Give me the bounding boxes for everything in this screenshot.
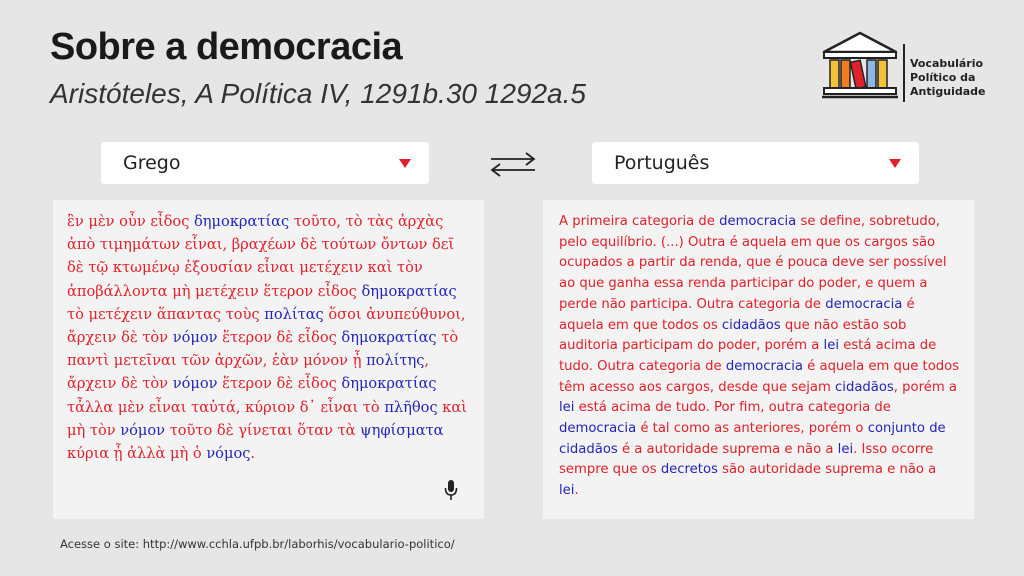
text-segment: . Isso ocorre sempre que os bbox=[559, 441, 934, 478]
keyword-term: lei bbox=[559, 483, 575, 499]
text-segment: τοῦτο δὲ γίνεται ὅταν τὰ bbox=[165, 421, 361, 439]
caret-down-icon bbox=[889, 159, 901, 168]
text-segment: τοῦτο, τὸ τὰς ἀρχὰς ἀπὸ τιμημάτων εἶναι, βραχέων δὲ τούτων ὄντων δεῖ δὲ τῷ κτωμένῳ ἐξουσίαν εἶναι μετέχειν καὶ τὸν ἀποβάλλοντα μὴ μετέχειν ἕτερον εἶδος bbox=[67, 213, 455, 300]
keyword-term: δημοκρατίας bbox=[341, 375, 437, 393]
logo-text bbox=[910, 57, 985, 99]
keyword-term: democracia bbox=[825, 296, 903, 312]
target-language-value: Português bbox=[614, 152, 710, 174]
caret-down-icon bbox=[399, 159, 411, 168]
keyword-term: πολίτας bbox=[264, 305, 324, 323]
keyword-term: lei bbox=[559, 400, 575, 416]
text-segment: , porém a bbox=[893, 379, 957, 395]
keyword-term: cidadãos bbox=[721, 317, 781, 333]
keyword-term: νόμον bbox=[172, 375, 218, 393]
swap-languages-icon[interactable] bbox=[487, 150, 539, 178]
text-segment: , ἄρχειν δὲ τὸν bbox=[67, 352, 430, 393]
text-segment: κύρια ᾖ ἀλλὰ μὴ ὁ bbox=[67, 445, 207, 463]
source-language-select[interactable] bbox=[101, 142, 429, 184]
keyword-term: πολίτης bbox=[366, 352, 425, 370]
text-segment: τἆλλα μὲν εἶναι ταὐτά, κύριον δ᾽ εἶναι τὸ bbox=[67, 398, 385, 416]
keyword-term: conjunto de cidadãos bbox=[559, 421, 946, 457]
source-text bbox=[67, 210, 470, 465]
text-segment: é a autoridade suprema e não a bbox=[617, 441, 838, 457]
text-segment: ἒν μὲν οὖν εἶδος bbox=[67, 213, 195, 230]
keyword-term: democracia bbox=[719, 214, 797, 229]
text-segment: ἕτερον δὲ εἶδος bbox=[217, 329, 342, 347]
translation-text-panel bbox=[543, 200, 974, 519]
source-language-value: Grego bbox=[123, 152, 181, 174]
keyword-term: νόμον bbox=[172, 329, 218, 347]
logo-line-1: Vocabulário bbox=[910, 57, 984, 70]
text-segment: τὸ μετέχειν ἅπαντας τοὺς bbox=[67, 305, 265, 323]
keyword-term: decretos bbox=[660, 462, 718, 478]
keyword-term: cidadãos bbox=[835, 379, 894, 395]
keyword-term: δημοκρατίας bbox=[194, 213, 290, 230]
logo-divider bbox=[903, 44, 905, 102]
keyword-term: democracia bbox=[559, 421, 637, 437]
text-segment: τὸ παντὶ μετεῖναι τῶν ἀρχῶν, ἐὰν μόνον ᾖ bbox=[67, 329, 459, 370]
microphone-icon[interactable] bbox=[444, 479, 458, 501]
text-segment: se define, sobretudo, pelo equilíbrio. (...) Outra é aquela em que os cargos são ocupados a partir da renda, que é pouca deve ser possível ao que ganha essa renda participar do poder, e quem a perde não participa. Outra categoria de bbox=[559, 214, 947, 312]
keyword-term: democracia bbox=[725, 358, 803, 374]
text-segment: está acima de tudo. Outra categoria de bbox=[559, 338, 937, 374]
text-segment: καὶ μὴ τὸν bbox=[67, 398, 467, 439]
classical-building-books-icon bbox=[820, 30, 900, 100]
logo bbox=[820, 30, 990, 105]
logo-line-3: Antiguidade bbox=[910, 85, 986, 98]
keyword-term: lei bbox=[823, 338, 839, 354]
text-segment: ἕτερον δὲ εἶδος bbox=[217, 375, 342, 393]
keyword-term: νόμον bbox=[120, 421, 166, 439]
keyword-term: δημοκρατίας bbox=[361, 282, 457, 300]
footer-link-text: Acesse o site: http://www.cchla.ufpb.br/laborhis/vocabulario-politico/ bbox=[60, 537, 455, 551]
translation-text bbox=[559, 212, 960, 502]
page-subtitle: Aristóteles, A Política IV, 1291b.30 1292a.5 bbox=[50, 78, 586, 109]
text-segment: é aquela em que todos têm acesso aos cargos, desde que sejam bbox=[559, 358, 960, 395]
keyword-term: πλῆθος bbox=[384, 398, 438, 416]
keyword-term: ψηφίσματα bbox=[360, 421, 444, 439]
text-segment: que não estão sob auditoria participam do poder, porém a bbox=[559, 317, 907, 354]
text-segment: é aquela em que todos os bbox=[559, 296, 915, 333]
source-text-panel[interactable] bbox=[53, 200, 484, 519]
target-language-select[interactable] bbox=[592, 142, 919, 184]
keyword-term: lei bbox=[837, 441, 854, 457]
text-segment: A primeira categoria de bbox=[559, 214, 720, 229]
text-segment: . bbox=[574, 483, 579, 499]
keyword-term: νόμος bbox=[206, 445, 251, 463]
keyword-term: δημοκρατίας bbox=[341, 329, 437, 347]
text-segment: são autoridade suprema e não a bbox=[717, 462, 937, 478]
text-segment: está acima de tudo. Por fim, outra categoria de bbox=[574, 400, 891, 416]
text-segment: ὅσοι ἀνυπεύθυνοι, ἄρχειν δὲ τὸν bbox=[67, 305, 466, 347]
text-segment: é tal como as anteriores, porém o bbox=[636, 421, 868, 437]
logo-line-2: Político da bbox=[910, 71, 976, 84]
text-segment: . bbox=[250, 445, 256, 463]
page-title: Sobre a democracia bbox=[50, 26, 403, 68]
